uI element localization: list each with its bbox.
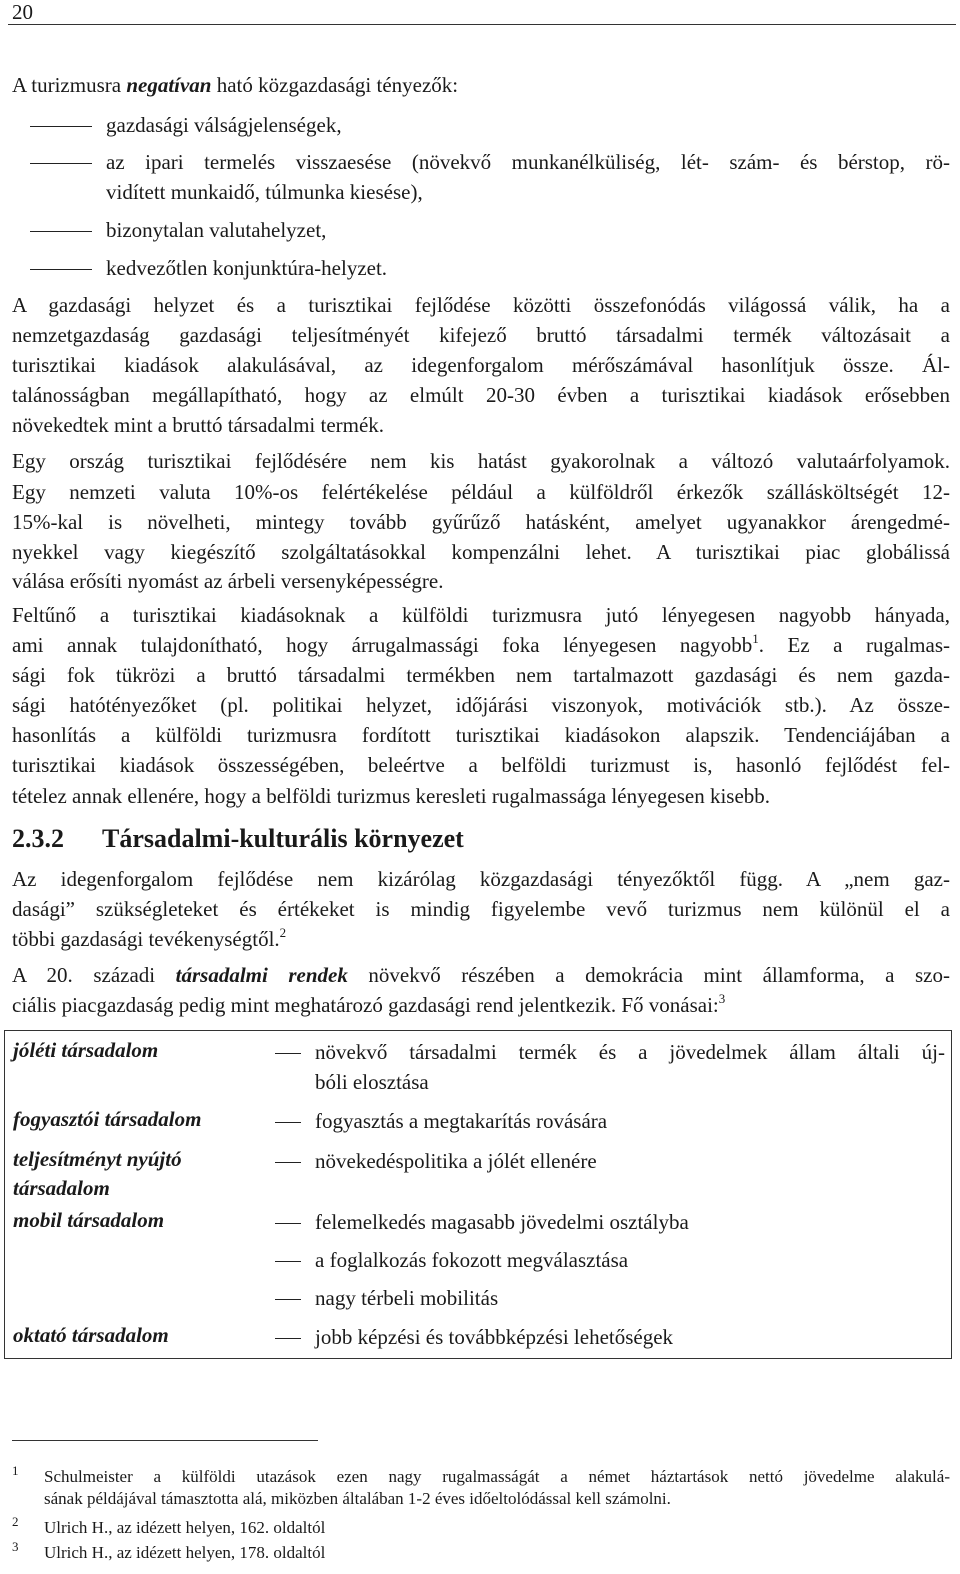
paragraph-line [12,960,950,990]
paragraph-text: növekvő részében a demokrácia mint államforma, a szo- [347,963,950,987]
table-row-item-continuation: bóli elosztása [315,1070,429,1094]
dash-icon [275,1299,301,1300]
table-row-label: fogyasztói társadalom [13,1107,202,1131]
footnote-mark: 1 [12,1463,19,1478]
footnote-ref: 1 [752,631,759,646]
table-row-label: oktató társadalom [13,1323,169,1347]
dash-icon [275,1338,301,1339]
footnote-1 [12,1463,950,1510]
table-row-label: jóléti társadalom [13,1038,159,1062]
footnote-line: Schulmeister a külföldi utazások ezen nagy rugalmasságát a német háztartások nettó jövedelme alakulá- [44,1467,950,1486]
table-row-item [275,1207,945,1237]
paragraph-line: nemzetgazdaság gazdasági teljesítményét kifejező bruttó társadalmi termék változásait a [12,323,950,347]
footnote-line: Ulrich H., az idézett helyen, 178. oldaltól [44,1543,326,1562]
paragraph-line: tételez annak ellenére, hogy a belföldi turizmus keresleti rugalmassága lényegesen kisebb. [12,784,771,808]
paragraph-line: 15%-kal is növelheti, mintegy tovább gyűrűző hatásként, amelyet ugyanakkor árengedmé- [12,510,950,534]
footnote-line: Ulrich H., az idézett helyen, 162. oldaltól [44,1518,326,1537]
paragraph-line: turisztikai kiadások összességében, beleértve a belföldi turizmust is, hasonló fejlődést fel- [12,753,950,777]
bullet-text: bizonytalan valutahelyzet, [106,218,327,242]
paragraph-line: sági fok tükrözi a bruttó társadalmi termékben nem tartalmazott gazdasági és nem gazda- [12,663,950,687]
section-title: Társadalmi-kulturális környezet [102,824,464,853]
paragraph-text: ciális piacgazdaság pedig mint meghatározó gazdasági rend jelentkezik. Fő vonásai: [12,993,719,1017]
table-item-text: jobb képzési és továbbképzési lehetőségek [315,1325,674,1349]
paragraph-line [12,924,286,954]
header-rule [8,24,956,25]
table-item-text: nagy térbeli mobilitás [315,1286,499,1310]
table-item-text: növekvő társadalmi termék és a jövedelmek állam általi új- [315,1040,945,1064]
paragraph-line: Egy nemzeti valuta 10%-os felértékelése például a külföldről érkezők szállásköltségét 12- [12,480,950,504]
dash-icon [30,126,92,127]
footnote-line: sának példájával támasztotta alá, miközben általában 1-2 éves időeltolódással kell számolni. [44,1489,671,1508]
table-item-text: a foglalkozás fokozott megválasztása [315,1248,629,1272]
bullet-item [30,253,387,283]
paragraph-line: hasonlítás a külföldi turizmusra fordított turisztikai kiadásokon alapszik. Tendenciájában a [12,723,950,747]
footnote-rule [12,1440,318,1441]
table-item-text: növekedéspolitika a jólét ellenére [315,1149,597,1173]
paragraph-line: növekedtek mint a bruttó társadalmi termék. [12,413,385,437]
bullet-text: az ipari termelés visszaesése (növekvő munkanélküliség, lét- szám- és bérstop, rö- [106,150,950,174]
paragraph-text: A 20. századi [12,963,176,987]
bullet-text: kedvezőtlen konjunktúra-helyzet. [106,256,388,280]
bullet-item [30,215,326,245]
footnote-3 [12,1539,326,1564]
bullet-item [30,147,950,177]
table-row-item [275,1322,945,1352]
paragraph-line: nyekkel vagy kiegészítő szolgáltatásokkal kompenzálni lehet. A turisztikai piac globálissá [12,540,950,564]
bullet-text: gazdasági válságjelenségek, [106,113,342,137]
table-row-label: teljesítményt nyújtó [13,1147,182,1171]
table-row-item [275,1106,945,1136]
footnote-2 [12,1514,326,1539]
table-item-text: fogyasztás a megtakarítás rovására [315,1109,608,1133]
dash-icon [275,1122,301,1123]
paragraph-line: Az idegenforgalom fejlődése nem kizárólag közgazdasági tényezőktől függ. A „nem gaz- [12,867,950,891]
intro-emphasis: negatívan [126,73,212,97]
paragraph-line: A gazdasági helyzet és a turisztikai fejlődése közötti összefonódás világossá válik, ha a [12,293,950,317]
paragraph-line: válása erősíti nyomást az árbeli versenyképességre. [12,569,444,593]
bullet-continuation: vidített munkaidő, túlmunka kiesése), [106,180,423,204]
society-features-table [4,1030,952,1359]
intro-text-before: A turizmusra [12,73,127,97]
table-row-label: mobil társadalom [13,1208,165,1232]
footnote-ref: 2 [279,925,287,940]
paragraph-line: sági hatótényezőket (pl. politikai helyzet, időjárási viszonyok, motivációk stb.). Az össze- [12,693,950,717]
dash-icon [275,1162,301,1163]
section-number: 2.3.2 [12,824,64,853]
intro-line [12,70,458,100]
footnote-ref: 3 [718,991,726,1006]
table-row-item [275,1245,945,1275]
dash-icon [275,1223,301,1224]
paragraph-text: ami annak tulajdonítható, hogy árrugalmassági foka lényegesen nagyobb [12,633,753,657]
table-row-item [275,1037,945,1067]
paragraph-line [12,630,950,660]
footnote-mark: 2 [12,1514,19,1529]
section-heading [12,824,464,854]
footnote-mark: 3 [12,1539,19,1554]
paragraph-text: többi gazdasági tevékenységtől. [12,927,280,951]
dash-icon [30,163,92,164]
paragraph-line: dasági” szükségleteket és értékeket is mindig figyelembe vevő turizmus nem különül el a [12,897,950,921]
table-item-text: felemelkedés magasabb jövedelmi osztályba [315,1210,689,1234]
table-row-item [275,1146,945,1176]
paragraph-line [12,990,725,1020]
dash-icon [30,269,92,270]
paragraph-line: talánosságban megállapítható, hogy az elmúlt 20-30 évben a turisztikai kiadások erősebben [12,383,950,407]
dash-icon [275,1261,301,1262]
dash-icon [30,231,92,232]
dash-icon [275,1053,301,1054]
table-row-item [275,1283,945,1313]
intro-text-after: ható közgazdasági tényezők: [211,73,459,97]
paragraph-emphasis: társadalmi rendek [175,963,348,987]
page-number: 20 [12,0,33,24]
bullet-item [30,110,342,140]
paragraph-line: Egy ország turisztikai fejlődésére nem kis hatást gyakorolnak a változó valutaárfolyamok. [12,449,950,473]
paragraph-text: . Ez a rugalmas- [758,633,950,657]
paragraph-line: turisztikai kiadások alakulásával, az idegenforgalom mérőszámával hasonlítjuk össze. Ál- [12,353,950,377]
paragraph-line: Feltűnő a turisztikai kiadásoknak a külföldi turizmusra jutó lényegesen nagyobb hányada, [12,603,950,627]
table-row-label: társadalom [13,1176,110,1200]
